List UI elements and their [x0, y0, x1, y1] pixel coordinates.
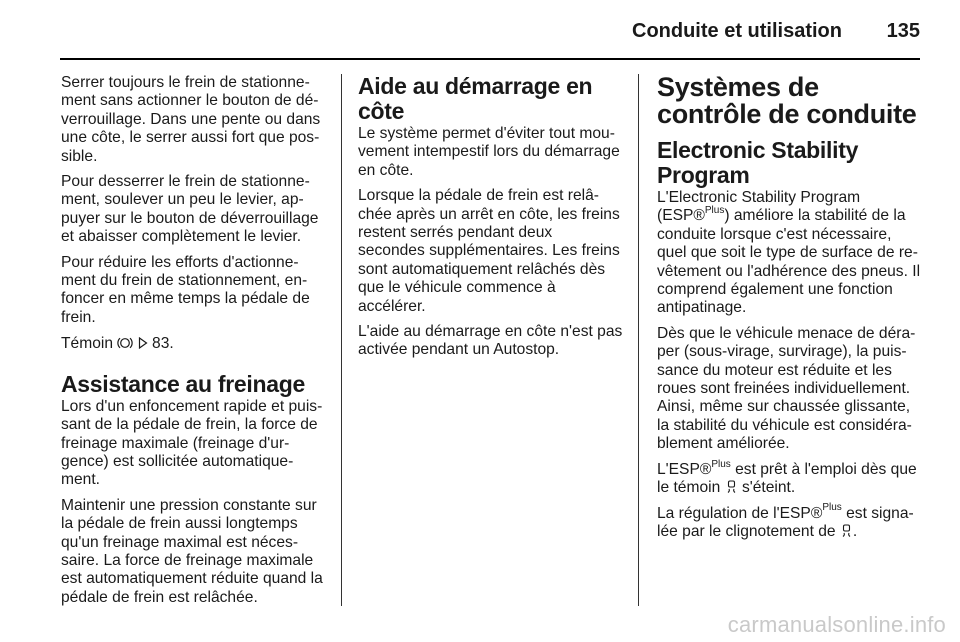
- paragraph: Lorsque la pédale de frein est relâchée après un arrêt en côte, les freins restent serrés pendant deux secondes supplémentaires. Les freins sont automatiquement relâchés dès que le véhicule commence à accélérer.: [358, 187, 620, 315]
- text-run: ) améliore la stabilité de la conduite lorsque c'est nécessaire, quel que soit le type de surface de revêtement ou l'adhérence des pneus. Il comprend également une fonction antipatinage.: [657, 207, 921, 317]
- section-title-esp: Electronic Stability Program: [657, 137, 859, 188]
- paragraph-esp-ready: [657, 458, 922, 498]
- superscript-plus: Plus: [711, 458, 731, 470]
- header-title: Conduite et utilisation: [632, 20, 842, 42]
- paragraph: Pour desserrer le frein de stationnement, soulever un peu le levier, appuyer sur le bouton de déverrouillage et abaisser complètement le levier.: [61, 173, 319, 246]
- paragraph-esp-intro: [657, 189, 922, 318]
- header-rule: [60, 58, 920, 60]
- section-title-hill-start: Aide au démarrage en côte: [358, 73, 593, 124]
- esp-skid-icon: [725, 480, 738, 493]
- temoin-line: [61, 334, 324, 353]
- page-header: [0, 18, 960, 48]
- temoin-reference[interactable]: 83.: [152, 335, 174, 353]
- brake-warning-icon: [117, 334, 133, 352]
- text-run: s'éteint.: [741, 479, 796, 497]
- paragraph: Pour réduire les efforts d'actionnement du frein de stationnement, enfoncer en même temps la pédale de frein.: [61, 253, 310, 326]
- superscript-plus: Plus: [704, 205, 725, 217]
- column-divider-2: [638, 74, 639, 606]
- text-run: L'Electronic Stability Program (ESP®: [657, 189, 861, 225]
- paragraph: Lors d'un enfoncement rapide et puissant de la pédale de frein, la force de freinage maximale (freinage d'urgence) est sollicitée automatiquement.: [61, 397, 323, 489]
- column-right: [657, 74, 922, 548]
- superscript-plus: Plus: [822, 502, 842, 514]
- page-number: 135: [886, 20, 920, 42]
- watermark: carmanualsonline.info: [727, 612, 946, 637]
- column-left: [61, 74, 324, 614]
- column-divider-1: [341, 74, 342, 606]
- text-run: La régulation de l'ESP®: [657, 504, 823, 522]
- paragraph: Dès que le véhicule menace de déraper (sous-virage, survirage), la puissance du moteur est réduite et les roues sont freinées individuellement. Ainsi, même sur chaussée glissante, la stabilité du véhicule est considérablement améliorée.: [657, 324, 916, 453]
- paragraph: Le système permet d'éviter tout mouvement intempestif lors du démarrage en côte.: [358, 125, 620, 179]
- text-run: .: [852, 522, 858, 540]
- text-run: L'ESP®: [657, 460, 712, 478]
- esp-skid-icon: [840, 524, 853, 537]
- text-run: est signalée par le clignotement de: [657, 504, 914, 540]
- section-title-assistance: Assistance au freinage: [61, 370, 305, 397]
- arrow-reference-icon[interactable]: [138, 334, 148, 352]
- chapter-title: Systèmes de contrôle de conduite: [657, 72, 917, 129]
- paragraph: L'aide au démarrage en côte n'est pas activée pendant un Autostop.: [358, 323, 623, 359]
- paragraph: Serrer toujours le frein de stationnement sans actionner le bouton de déverrouillage. Dans une pente ou dans une côte, le serrer aussi fort que possible.: [61, 74, 321, 165]
- paragraph-esp-regulation: [657, 502, 922, 542]
- temoin-label: Témoin: [61, 335, 113, 353]
- column-middle: [358, 74, 623, 367]
- text-run: est prêt à l'emploi dès que le témoin: [657, 460, 917, 497]
- paragraph: Maintenir une pression constante sur la pédale de frein aussi longtemps qu'un freinage maximal est nécessaire. La force de freinage maximale est automatiquement réduite quand la pédale de frein est relâchée.: [61, 496, 323, 606]
